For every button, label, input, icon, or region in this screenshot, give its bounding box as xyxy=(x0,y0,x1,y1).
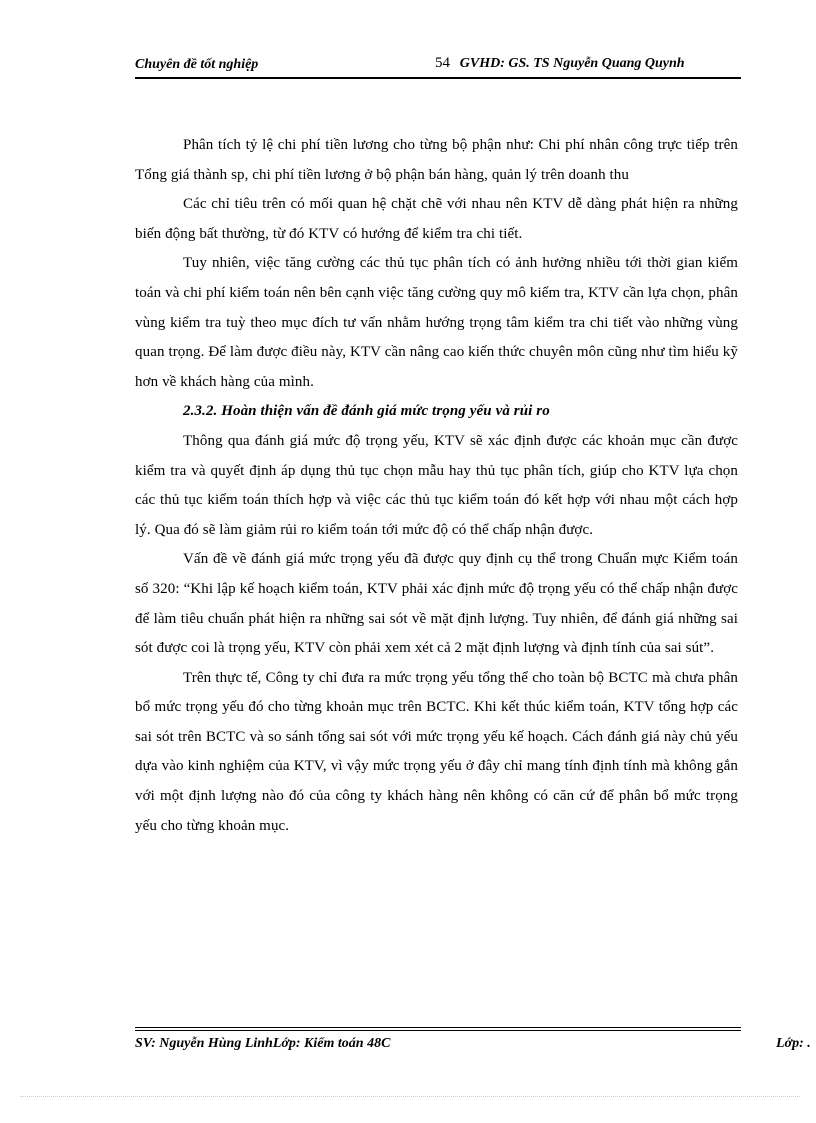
paragraph: Thông qua đánh giá mức độ trọng yếu, KTV sẽ xác định được các khoản mục cần được kiểm tra và quyết định áp dụng thủ tục chọn mẫu hay thủ tục phân tích, giúp cho KTV lựa chọn các thủ tục kiểm toán thích hợp và việc các thủ tục kiểm toán đó kết hợp với nhau một cách hợp lý. Qua đó sẽ làm giảm rủi ro kiểm toán tới mức độ có thể chấp nhận được. xyxy=(135,432,738,538)
paragraph: Vấn đề về đánh giá mức trọng yếu đã được quy định cụ thể trong Chuẩn mực Kiểm toán số 320: “Khi lập kế hoạch kiểm toán, KTV phải xác định mức độ trọng yếu có thể chấp nhận được để làm tiêu chuẩn phát hiện ra những sai sót về mặt định lượng. Tuy nhiên, để đánh giá những sai sót được coi là trọng yếu, KTV còn phải xem xét cả 2 mặt định lượng và định tính của sai sút”. xyxy=(135,551,738,657)
header-rule xyxy=(135,77,741,79)
paragraph: Phân tích tỷ lệ chi phí tiền lương cho từng bộ phận như: Chi phí nhân công trực tiếp trên Tổng giá thành sp, chi phí tiền lương ở bộ phận bán hàng, quản lý trên doanh thu xyxy=(135,137,738,183)
header-supervisor: GVHD: GS. TS Nguyễn Quang Quynh xyxy=(459,56,685,71)
footer-class-label: Lớp: . xyxy=(776,1036,811,1051)
section-heading: 2.3.2. Hoàn thiện vấn đề đánh giá mức trọng yếu và rủi ro xyxy=(183,403,550,420)
page-bottom-divider xyxy=(20,1096,800,1097)
footer-rule xyxy=(135,1027,741,1028)
paragraph: Các chỉ tiêu trên có mối quan hệ chặt chẽ với nhau nên KTV dễ dàng phát hiện ra những biến động bất thường, từ đó KTV có hướng để kiểm tra chi tiết. xyxy=(135,196,738,242)
footer-rule xyxy=(135,1030,741,1031)
footer-student-info: SV: Nguyễn Hùng LinhLớp: Kiểm toán 48C xyxy=(135,1036,391,1051)
page-body xyxy=(135,131,738,841)
header-document-type: Chuyên đề tốt nghiệp xyxy=(135,57,259,72)
page-number: 54 xyxy=(435,55,450,71)
page-header xyxy=(135,57,741,79)
header-right xyxy=(435,55,685,72)
paragraph: Tuy nhiên, việc tăng cường các thủ tục phân tích có ảnh hưởng nhiều tới thời gian kiểm toán và chi phí kiểm toán nên bên cạnh việc tăng cường quy mô kiểm tra, KTV cần lựa chọn, phân vùng kiểm tra tuỳ theo mục đích tư vấn nhằm hướng trọng tâm kiểm tra chi tiết vào những vùng quan trọng. Để làm được điều này, KTV cần nâng cao kiến thức chuyên môn cũng như tìm hiểu kỹ hơn về khách hàng của mình. xyxy=(135,255,738,390)
paragraph: Trên thực tế, Công ty chỉ đưa ra mức trọng yếu tổng thể cho toàn bộ BCTC mà chưa phân bổ mức trọng yếu đó cho từng khoản mục trên BCTC. Khi kết thúc kiểm toán, KTV tổng hợp các sai sót trên BCTC và so sánh tổng sai sót với mức trọng yếu kế hoạch. Cách đánh giá này chủ yếu dựa vào kinh nghiệm của KTV, vì vậy mức trọng yếu ở đây chỉ mang tính định tính mà không gắn với một định lượng nào đó của công ty khách hàng nên không có căn cứ để phân bổ mức trọng yếu cho từng khoản mục. xyxy=(135,669,738,834)
